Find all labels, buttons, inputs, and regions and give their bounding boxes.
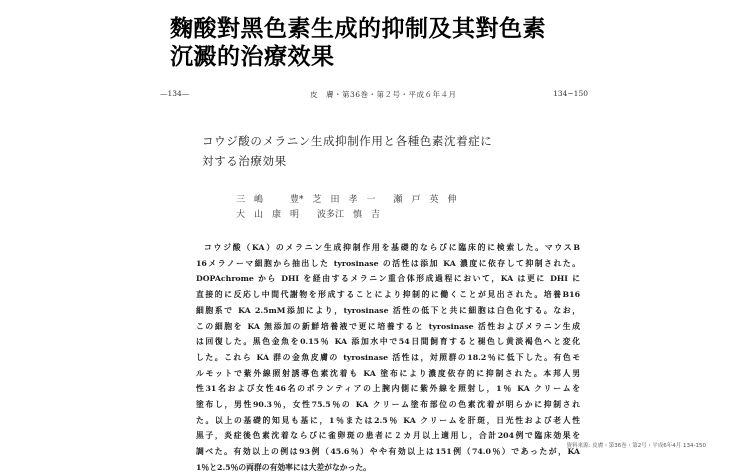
page-number: —134—	[160, 89, 190, 98]
abstract	[196, 240, 580, 476]
source-caption: 資料來源: 皮膚・第36巻・第2号・平成6年4月 134-150	[566, 443, 706, 449]
document-header	[160, 89, 588, 103]
page-range: 134−150	[553, 89, 588, 98]
article-title-line-2: 対する治療効果	[202, 154, 287, 168]
slide-title-line-1: 麴酸對黑色素生成的抑制及其對色素	[170, 16, 546, 42]
abstract-line: 1％と2.5％の両群の有効率には大差がなかった。	[196, 462, 371, 472]
abstract-line: した。これら KA 群の金魚皮膚の tyrosinase 活性は，対照群の18.2％に低下した。有色モ	[196, 352, 580, 362]
author-list	[236, 193, 556, 223]
abstract-line: 調べた。有効以上の例は93例（45.6％）やや有効以上は151例（74.0％）であったが，KA	[196, 447, 580, 457]
abstract-line: 細胞系で KA 2.5mM添加により，tyrosinase 活性の低下と共に細胞は白色化する。なお，	[196, 305, 580, 315]
abstract-line: ルモットで紫外線照射誘導色素沈着も KA 塗布により濃度依存的に抑制された。本邦人男	[196, 368, 580, 378]
slide-title	[170, 15, 590, 71]
author-row: 大 山 康 明 波多江 慎 吉	[236, 210, 381, 220]
abstract-line: 16メラノーマ細胞から抽出した tyrosinase の活性は添加 KA 濃度に依存して抑制された。	[196, 258, 580, 268]
article-title	[202, 131, 562, 171]
abstract-line: この細胞を KA 無添加の新鮮培養液で更に培養すると tyrosinase 活性およびメラニン生成	[196, 321, 580, 331]
abstract-line: DOPAchrome から DHI を経由するメラニン重合体形成過程において，KA は更に DHI に	[196, 274, 580, 284]
journal-citation: 皮 膚・第36巻・第２号・平成６年４月	[310, 90, 457, 99]
author-row: 三 嶋 豊* 芝 田 孝 一 瀬 戸 英 伸	[236, 195, 457, 205]
abstract-line: は回復した。黒色金魚を0.15％ KA 添加水中で54日間飼育すると褪色し黄淡褐色へと変化	[196, 337, 580, 347]
abstract-line: た。以上の基礎的知見も基に，1％または2.5％ KA クリームを肝斑，日光性および老人性	[196, 415, 580, 425]
article-title-line-1: コウジ酸のメラニン生成抑制作用と各種色素沈着症に	[202, 134, 493, 148]
abstract-line: 直接的に反応し中間代謝物を形成することにより抑制的に働くことが見出された。培養B16	[196, 290, 580, 300]
abstract-line: 塗布し，男性90.3％，女性75.5％の KA クリーム塗布部位の色素沈着が明らかに抑制され	[196, 400, 580, 410]
abstract-line: コウジ酸（KA）のメラニン生成抑制作用を基礎的ならびに臨床的に検索した。マウスB	[204, 243, 580, 252]
slide-title-line-2: 沉澱的治療效果	[170, 44, 335, 70]
abstract-line: 性31名および女性46名のボランティアの上腕内側に紫外線を照射し，1％ KA クリームを	[196, 384, 580, 394]
abstract-line: 黒子，炎症後色素沈着ならびに雀卵斑の患者に２カ月以上適用し，合計204例で臨床効果を	[196, 431, 580, 441]
